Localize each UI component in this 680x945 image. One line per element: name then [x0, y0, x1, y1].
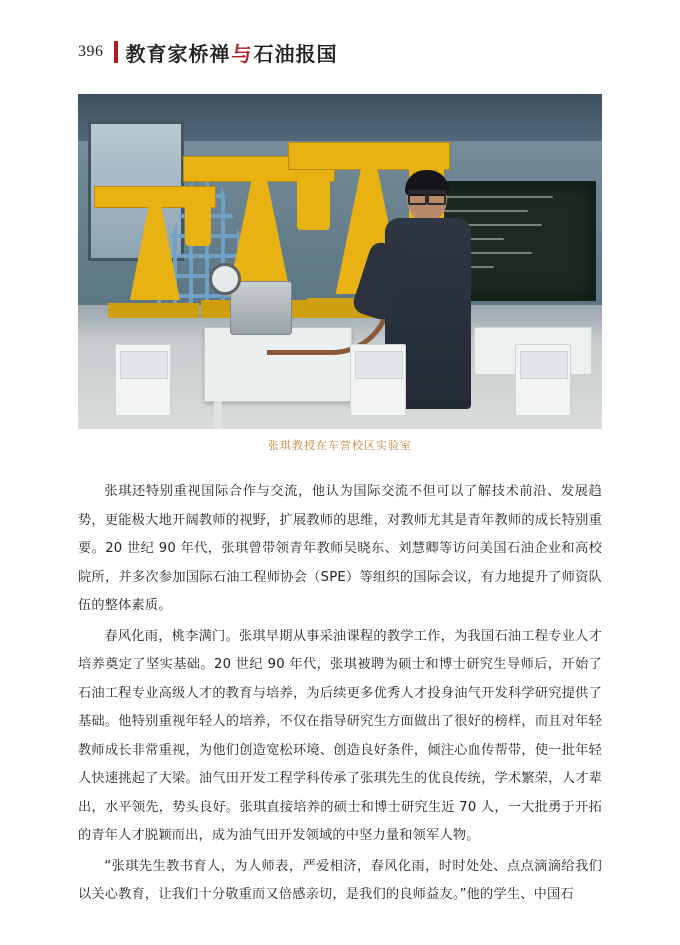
body-text: [78, 478, 602, 912]
photo-chair-1: [115, 344, 171, 416]
header-title: [126, 38, 338, 67]
figure-photo: [78, 94, 602, 429]
paragraph: 张琪还特别重视国际合作与交流，他认为国际交流不但可以了解技术前沿、发展趋势，更能极大地开阔教师的视野，扩展教师的思维，对教师尤其是青年教师的成长特别重要。20 世纪 90 年代，张琪曾带领青年教师吴晓东、刘慧卿等访问美国石油企业和高校院所，并多次参加国际石油工程师协会（SPE）等组织的国际会议，有力地提升了师资队伍的整体素质。: [78, 484, 602, 613]
header-title-part1: 教育家桥禅: [125, 41, 231, 66]
photo-chair-3: [515, 344, 571, 416]
page-header: [78, 36, 338, 68]
header-title-part2: 石油报国: [253, 41, 338, 66]
paragraph: 春风化雨，桃李满门。张琪早期从事采油课程的教学工作，为我国石油工程专业人才培养奠定了坚实基础。20 世纪 90 年代，张琪被聘为硕士和博士研究生导师后，开始了石油工程专业高级人才的教育与培养，为后续更多优秀人才投身油气开发科学研究提供了基础。他特别重视年轻人的培养，不仅在指导研究生方面做出了很好的榜样，而且对年轻教师成长非常重视，为他们创造宽松环境、创造良好条件，倾注心血传帮带，使一批年轻人快速挑起了大梁。油气田开发工程学科传承了张琪先生的优良传统，学术繁荣，人才辈出，水平领先，势头良好。张琪直接培养的硕士和博士研究生近 70 人，一大批勇于开拓的青年人才脱颖而出，成为油气田开发领域的中坚力量和领军人物。: [78, 628, 602, 843]
header-title-accent: 与: [231, 41, 253, 66]
figure-caption: 张琪教授在车营校区实验室: [268, 439, 412, 452]
header-rule: [114, 41, 118, 63]
page-number: 396: [78, 43, 104, 60]
photo-chair-2: [350, 344, 406, 416]
figure: [78, 94, 602, 453]
photo-pressure-gauge: [209, 263, 241, 295]
paragraph: “张琪先生教书育人，为人师表，严爱相济，春风化雨，时时处处、点点滴滴给我们以关心教育，让我们十分敬重而又倍感亲切，是我们的良师益友。”他的学生、中国石: [78, 858, 602, 902]
